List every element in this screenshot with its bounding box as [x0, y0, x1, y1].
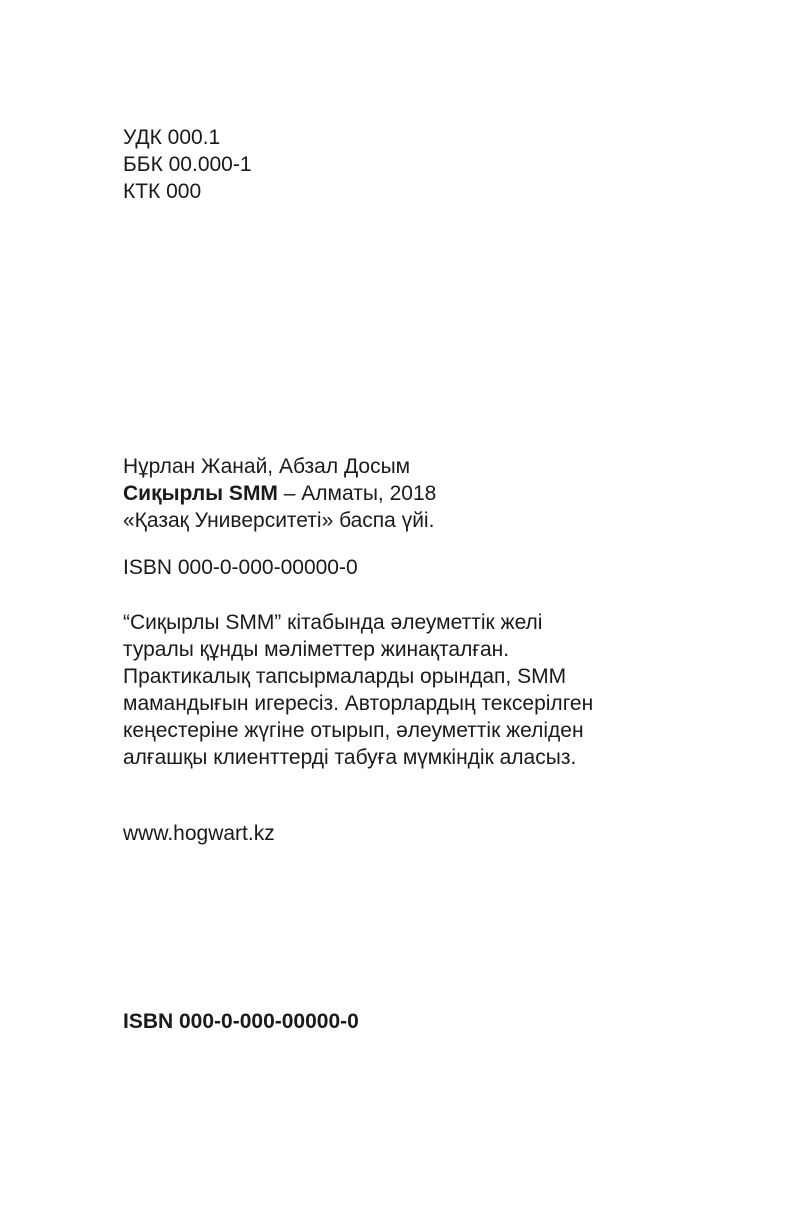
classification-codes [123, 124, 252, 205]
ktk-code: КТК 000 [123, 180, 202, 203]
udk-code: УДК 000.1 [123, 126, 221, 149]
website-link[interactable]: www.hogwart.kz [123, 822, 275, 845]
annotation-line: туралы құнды мәліметтер жинақталған. [123, 638, 510, 661]
annotation-line: кеңестеріне жүгіне отырып, әлеуметтік желіден [123, 719, 584, 742]
isbn-top: ISBN 000-0-000-00000-0 [123, 556, 358, 579]
annotation-line: “Сиқырлы SMM” кітабында әлеуметтік желі [123, 611, 543, 634]
place-year: – Алматы, 2018 [277, 482, 437, 505]
annotation [123, 609, 593, 771]
publisher: «Қазақ Университеті» баспа үйі. [123, 509, 435, 532]
book-title: Сиқырлы SMM [123, 482, 278, 505]
bbk-code: ББК 00.000-1 [123, 153, 252, 176]
isbn-bottom: ISBN 000-0-000-00000-0 [123, 1010, 359, 1033]
annotation-line: алғашқы клиенттерді табуға мүмкіндік аласыз. [123, 746, 577, 769]
authors: Нұрлан Жанай, Абзал Досым [123, 455, 411, 478]
annotation-line: мамандығын игересіз. Авторлардың тексерілген [123, 692, 594, 715]
title-line [123, 480, 436, 507]
book-credits [123, 453, 436, 534]
annotation-line: Практикалық тапсырмаларды орындап, SMM [123, 665, 567, 688]
